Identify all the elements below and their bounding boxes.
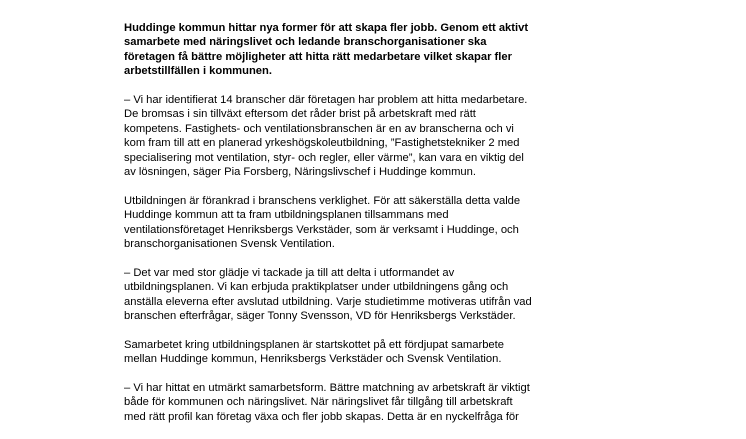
body-paragraph: Utbildningen är förankrad i branschens verklighet. För att säkerställa detta valde Huddinge kommun att ta fram utbildningsplanen tillsammans med ventilationsföretaget Henriksbergs Verkstäder, som är verksamt i Huddinge, och branschorganisationen Svensk Ventilation. xyxy=(124,194,521,251)
body-paragraph: Samarbetet kring utbildningsplanen är startskottet på ett fördjupat samarbete mellan Huddinge kommun, Henriksbergs Verkstäder och Svensk Ventilation. xyxy=(124,338,504,366)
lead-paragraph: Huddinge kommun hittar nya former för att skapa fler jobb. Genom ett aktivt samarbete med näringslivet och ledande branschorganisationer ska företagen få bättre möjligheter att hitta rätt medarbetare vilket skapar fler arbetstillfällen i kommunen. xyxy=(124,22,529,78)
document-page xyxy=(124,21,624,439)
body-paragraph: – Vi har hittat en utmärkt samarbetsform. Bättre matchning av arbetskraft är viktigt både för kommunen och näringslivet. När näringslivet får tillgång till arbetskraft med rätt profil kan företag växa och fler jobb skapas. Detta är en nyckelfråga för xyxy=(124,382,530,423)
body-paragraph: – Vi har identifierat 14 branscher där företagen har problem att hitta medarbetare. De bromsas i sin tillväxt eftersom det råder brist på arbetskraft med rätt kompetens. Fastighets- och ventilationsbranschen är en av branscherna och vi kom fram till att en planerad yrkeshögskoleutbildning, ”Fastighetstekniker 2 med specialisering mot ventilation, styr- och regler, eller värme”, kan vara en viktig del av lösningen, säger Pia Forsberg, Näringslivschef i Huddinge kommun. xyxy=(124,94,528,179)
body-paragraph: – Det var med stor glädje vi tackade ja till att delta i utformandet av utbildningsplanen. Vi kan erbjuda praktikplatser under utbildningens gång och anställa eleverna efter avslutad utbildning. Varje studietimme motiveras utifrån vad branschen efterfrågar, säger Tonny Svensson, VD för Henriksbergs Verkstäder. xyxy=(124,266,532,323)
